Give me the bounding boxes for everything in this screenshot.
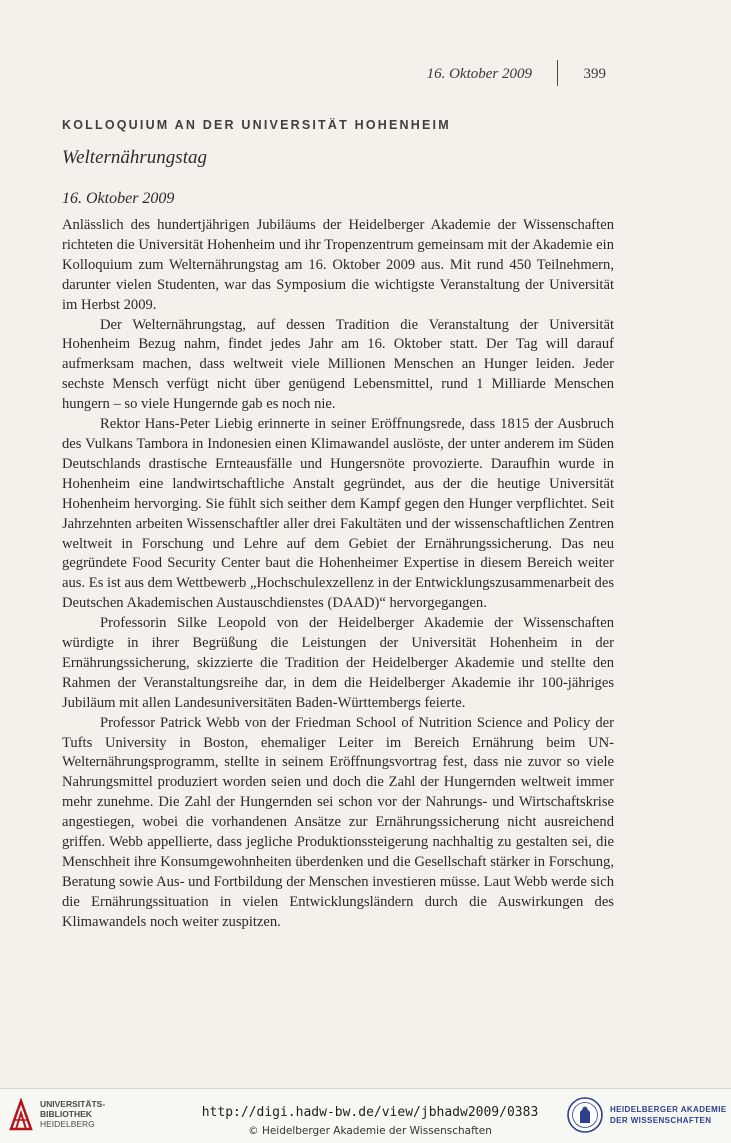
paragraph: Professor Patrick Webb von der Friedman School of Nutrition Science and Policy der Tufts University in Boston, ehemaliger Leiter im Bereich Ernährung beim UN-Welternährungsprogramm, stellte in seinem Eröffnungsvortrag fest, dass nie zuvor so viele Nahrungsmittel produziert worden seien und doch die Zahl der Hungernden weltweit immer mehr zunehme. Die Zahl der Hungernden sei schon vor der Nahrungs- und Wirtschaftskrise angestiegen, wobei die vorhandenen Ansätze zur Ernährungssicherung nicht ausreichend griffen. Webb appellierte, dass jegliche Produktionssteigerung nachhaltig zu gestalten sei, die Menschheit ihre Konsumgewohnheiten überdenken und die Gesellschaft stärker in Forschung, Beratung sowie Aus- und Fortbildung der Menschen investieren müsse. Laut Webb werde sich die Ernährungssituation in vielen Entwicklungsländern durch die Auswirkungen des Klimawandels noch weiter zuspitzen. [62,714,614,930]
library-logo-icon [8,1098,34,1132]
article-title: Welternährungstag [62,147,207,168]
page-number: 399 [583,66,606,82]
library-name: UNIVERSITÄTS- BIBLIOTHEK HEIDELBERG [40,1099,106,1129]
academy-seal-icon [566,1096,604,1134]
digitization-footer [0,1088,731,1143]
running-head-divider [557,60,558,86]
article-date: 16. Oktober 2009 [62,190,175,207]
academy-name: HEIDELBERGER AKADEMIE DER WISSENSCHAFTEN [610,1105,727,1125]
running-head-date: 16. Oktober 2009 [426,66,532,82]
running-head [380,66,620,86]
article-body [62,216,614,933]
copyright-notice: © Heidelberger Akademie der Wissenschaften [248,1125,492,1137]
paragraph: Professorin Silke Leopold von der Heidelberger Akademie der Wissenschaften würdigte in ihrer Begrüßung die Leistungen der Universität Hohenheim in der Ernährungssicherung, skizzierte die Tradition der Heidelberger Akademie und stellte den Rahmen der Veranstaltungsreihe dar, in dem die Heidelberger Akademie ihr 100-jähriges Jubiläum mit allen Landesuniversitäten Baden-Württembergs feierte. [62,615,614,711]
permalink-url[interactable]: http://digi.hadw-bw.de/view/jbhadw2009/0383 [201,1105,539,1120]
paragraph: Der Welternährungstag, auf dessen Tradition die Veranstaltung der Universität Hohenheim Bezug nahm, findet jedes Jahr am 16. Oktober statt. Der Tag will darauf aufmerksam machen, dass weltweit viele Millionen Menschen an Hunger leiden. Jeder sechste Mensch verfügt nicht über genügend Lebensmittel, rund 1 Milliarde Menschen hungern – so viele Hungernde gab es noch nie. [62,316,614,413]
paragraph: Rektor Hans-Peter Liebig erinnerte in seiner Eröffnungsrede, dass 1815 der Ausbruch des Vulkans Tambora in Indonesien einen Klimawandel auslöste, der unter anderem im Süden Deutschlands drastische Ernteausfälle und Hungersnöte provozierte. Daraufhin wurde in Hohenheim eine landwirtschaftliche Anstalt gegründet, aus der die heutige Universität Hohenheim hervorging. Sie fühlt sich seither dem Kampf gegen den Hunger verpflichtet. Seit Jahrzehnten arbeiten Wissenschaftler aller drei Fakultäten und der wissenschaftlichen Zentren weltweit in Forschung und Lehre auf dem Gebiet der Ernährungssicherung. Das neu gegründete Food Security Center baut die Hohenheimer Expertise in diesem Bereich weiter aus. Es ist aus dem Wettbewerb „Hochschulexzellenz in der Entwicklungszusammenarbeit des Deutschen Akademischen Austauschdienstes (DAAD)“ hervorgegangen. [62,416,614,612]
paragraph: Anlässlich des hundertjährigen Jubiläums der Heidelberger Akademie der Wissenschaften richteten die Universität Hohenheim und ihr Tropenzentrum gemeinsam mit der Akademie ein Kolloquium zum Welternährungstag am 16. Oktober 2009 aus. Mit rund 450 Teilnehmern, darunter vielen Studenten, war das Symposium die wichtigste Veranstaltung der Universität im Herbst 2009. [62,217,614,313]
section-label: KOLLOQUIUM AN DER UNIVERSITÄT HOHENHEIM [62,118,451,132]
